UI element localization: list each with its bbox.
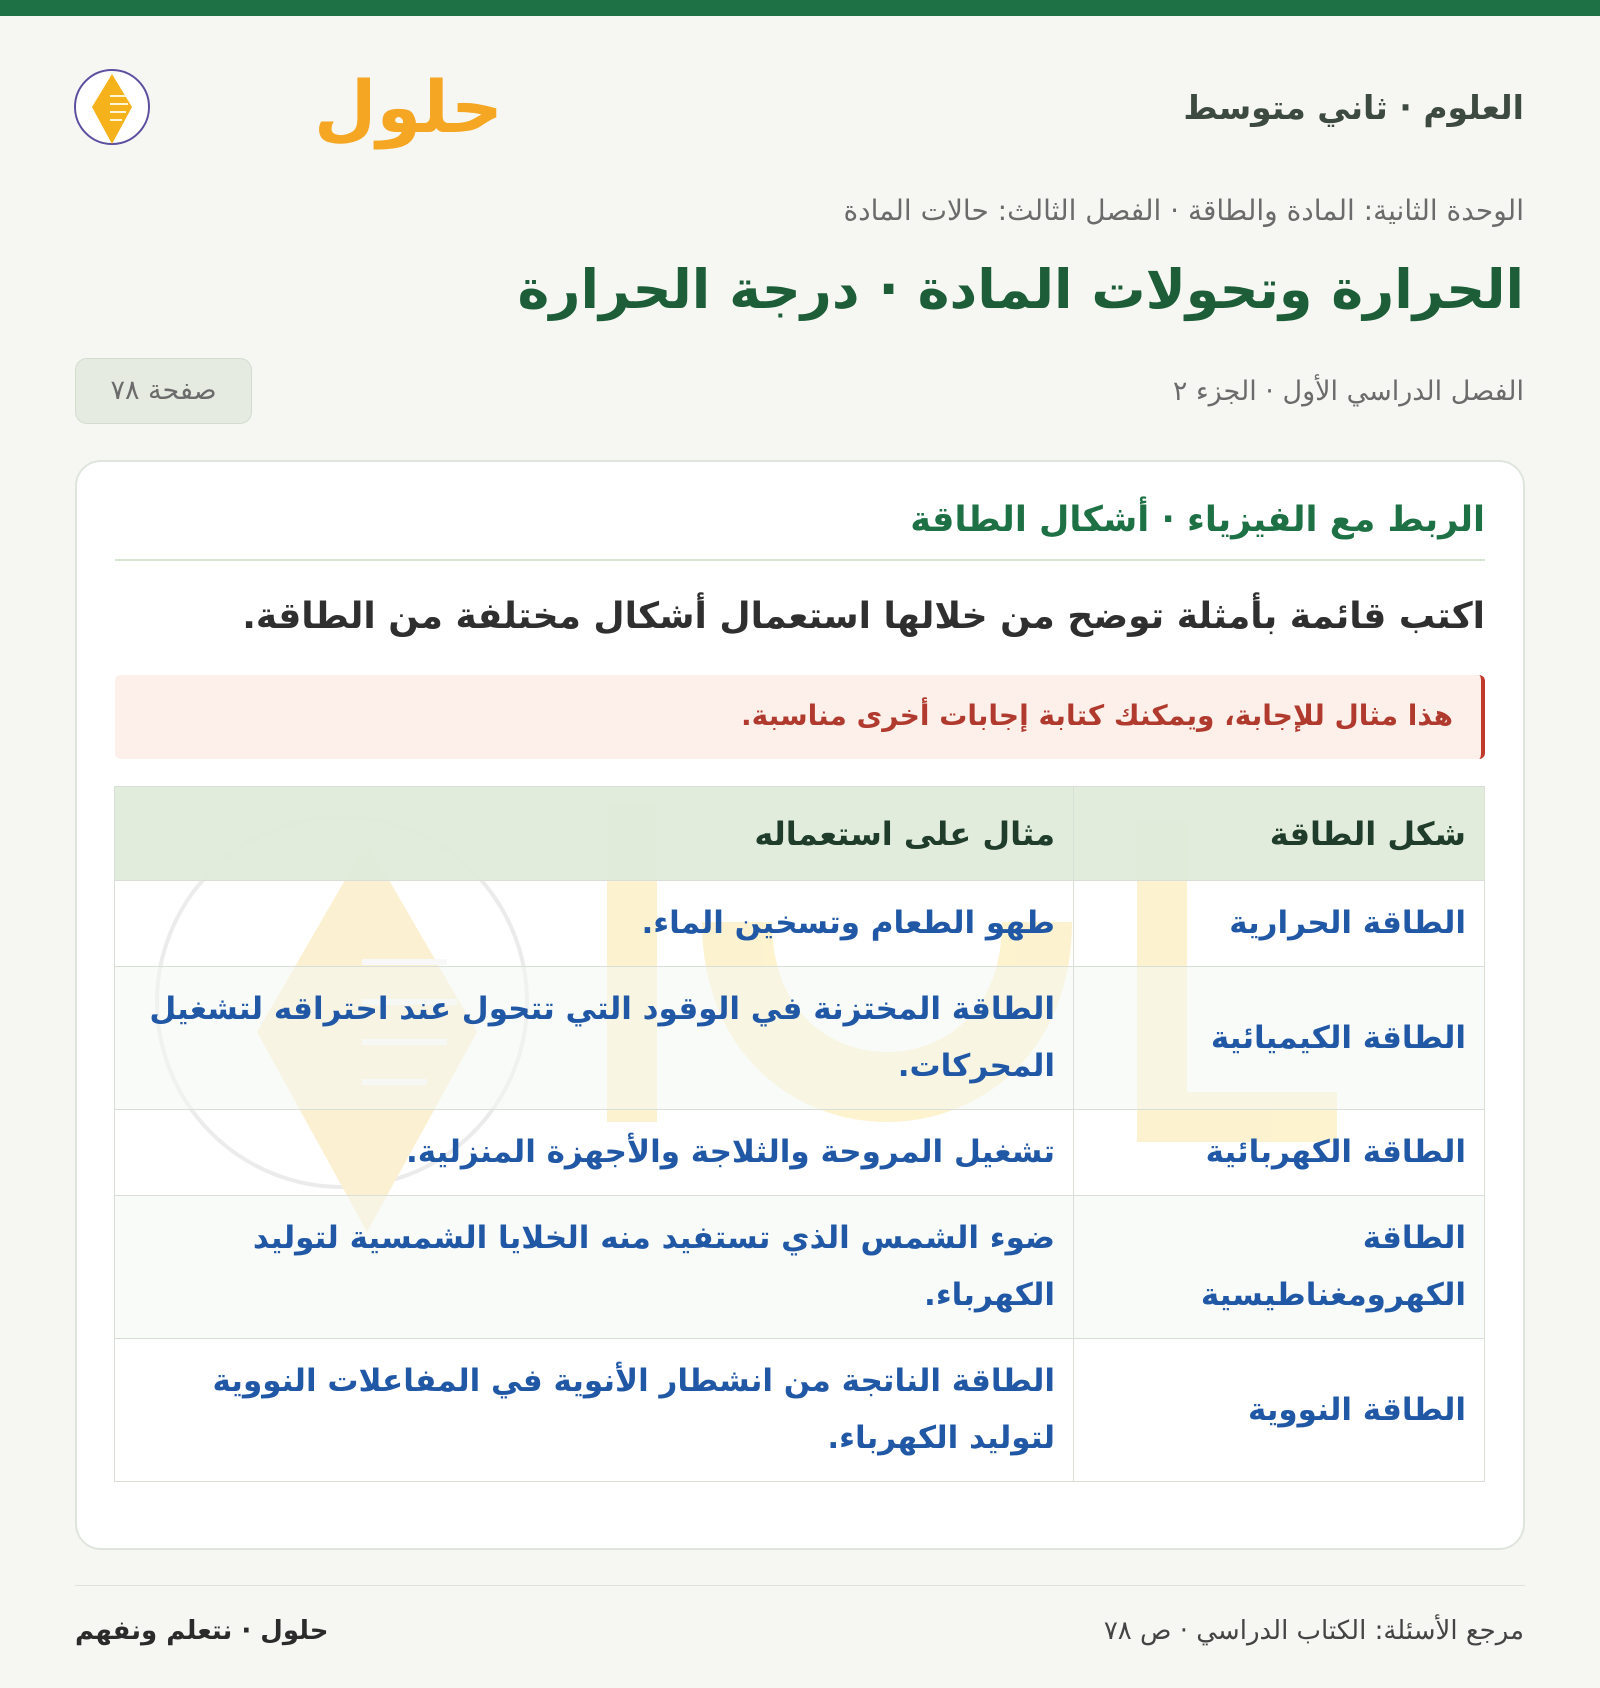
energy-forms-table	[114, 786, 1485, 1482]
site-logo[interactable]	[74, 52, 503, 162]
question-text: اكتب قائمة بأمثلة توضح من خلالها استعمال أشكال مختلفة من الطاقة.	[242, 596, 1485, 637]
top-accent-bar	[0, 0, 1600, 16]
usage-example-cell: تشغيل المروحة والثلاجة والأجهزة المنزلية.	[115, 1110, 1074, 1196]
usage-example-cell: ضوء الشمس الذي تستفيد منه الخلايا الشمسية لتوليد الكهرباء.	[115, 1196, 1074, 1339]
answer-note: هذا مثال للإجابة، ويمكنك كتابة إجابات أخرى مناسبة.	[115, 675, 1485, 759]
energy-form-cell: الطاقة الكهرومغناطيسية	[1074, 1196, 1485, 1339]
usage-example-cell: طهو الطعام وتسخين الماء.	[115, 881, 1074, 967]
energy-form-cell: الطاقة الكيميائية	[1074, 967, 1485, 1110]
header-energy-form: شكل الطاقة	[1074, 787, 1485, 881]
footer-reference: مرجع الأسئلة: الكتاب الدراسي · ص ٧٨	[1103, 1616, 1524, 1646]
page-number-badge: صفحة ٧٨	[75, 358, 252, 424]
energy-form-cell: الطاقة الكهربائية	[1074, 1110, 1485, 1196]
energy-form-cell: الطاقة الحرارية	[1074, 881, 1485, 967]
table-row	[115, 967, 1485, 1110]
table-row	[115, 1339, 1485, 1482]
exercise-card	[75, 460, 1525, 1550]
footer-brand-link[interactable]: حلول · نتعلم ونفهم	[75, 1616, 329, 1646]
page-title: الحرارة وتحولات المادة · درجة الحرارة	[517, 258, 1524, 321]
table-row	[115, 1110, 1485, 1196]
logo-wordmark: حلول	[314, 65, 503, 149]
unit-breadcrumb: الوحدة الثانية: المادة والطاقة · الفصل الثالث: حالات المادة	[843, 194, 1524, 227]
section-title: الربط مع الفيزياء · أشكال الطاقة	[115, 500, 1485, 561]
footer-divider	[75, 1585, 1525, 1586]
usage-example-cell: الطاقة المختزنة في الوقود التي تتحول عند احتراقه لتشغيل المحركات.	[115, 967, 1074, 1110]
energy-form-cell: الطاقة النووية	[1074, 1339, 1485, 1482]
subject-label: العلوم · ثاني متوسط	[1183, 88, 1524, 127]
table-row	[115, 881, 1485, 967]
header-usage-example: مثال على استعماله	[115, 787, 1074, 881]
table-row	[115, 1196, 1485, 1339]
term-info: الفصل الدراسي الأول · الجزء ٢	[1172, 376, 1524, 407]
usage-example-cell: الطاقة الناتجة من انشطار الأنوية في المفاعلات النووية لتوليد الكهرباء.	[115, 1339, 1074, 1482]
table-header-row	[115, 787, 1485, 881]
